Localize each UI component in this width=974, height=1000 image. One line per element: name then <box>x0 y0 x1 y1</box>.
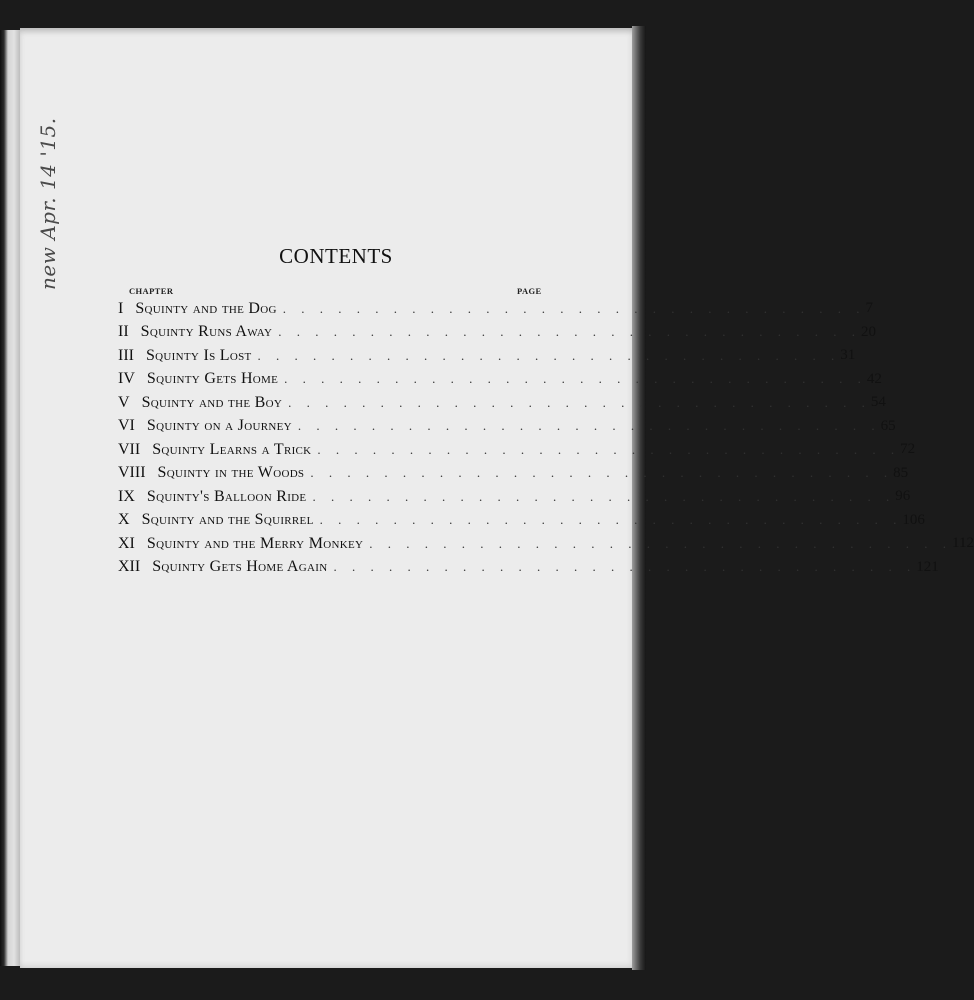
chapter-title: Squinty in the Woods <box>157 464 305 482</box>
chapter-column-header: CHAPTER <box>129 286 174 296</box>
handwritten-note: new Apr. 14 '15. <box>36 117 60 290</box>
chapter-number: IV <box>118 370 135 388</box>
toc-row <box>118 438 916 462</box>
page-number: 42 <box>866 370 882 387</box>
toc-row <box>118 556 939 580</box>
chapter-number: VIII <box>118 464 146 482</box>
dot-leader: . . . . . . . . . . . . . . . . . . . . . . . . . . . . . . . . <box>312 488 896 504</box>
dot-leader: . . . . . . . . . . . . . . . . . . . . . . . . . . . . . . . . <box>317 441 901 457</box>
book-cover-edge <box>0 30 20 966</box>
chapter-title: Squinty and the Squirrel <box>141 511 314 529</box>
chapter-title: Squinty on a Journey <box>146 417 292 435</box>
page-number: 31 <box>840 347 856 364</box>
page-number: 85 <box>893 464 909 481</box>
dot-leader: . . . . . . . . . . . . . . . . . . . . . . . . . . . . . . . . <box>310 465 894 481</box>
dot-leader: . . . . . . . . . . . . . . . . . . . . . . . . . . . . . . . . <box>284 371 867 387</box>
toc-row <box>118 415 896 439</box>
chapter-title: Squinty's Balloon Ride <box>146 487 307 505</box>
dot-leader: . . . . . . . . . . . . . . . . . . . . . . . . . . . . . . . . <box>257 347 841 363</box>
table-of-contents <box>118 297 974 579</box>
chapter-number: VI <box>118 417 135 435</box>
page-number: 96 <box>895 488 911 505</box>
chapter-title: Squinty Gets Home <box>146 370 279 388</box>
chapter-title: Squinty Is Lost <box>145 346 252 364</box>
chapter-title: Squinty Runs Away <box>140 323 273 341</box>
toc-row <box>118 462 909 486</box>
chapter-title: Squinty and the Boy <box>141 393 283 411</box>
chapter-number: VII <box>118 440 141 458</box>
dot-leader: . . . . . . . . . . . . . . . . . . . . . . . . . . . . . . . . <box>288 394 871 410</box>
chapter-title: Squinty and the Dog <box>135 299 277 317</box>
page-number: 20 <box>860 323 876 340</box>
toc-row <box>118 368 882 392</box>
dot-leader: . . . . . . . . . . . . . . . . . . . . . . . . . . . . . . . . <box>369 535 952 551</box>
dot-leader: . . . . . . . . . . . . . . . . . . . . . . . . . . . . . . . . <box>297 418 881 434</box>
toc-row <box>118 297 873 321</box>
page-number: 72 <box>900 441 916 458</box>
chapter-number: X <box>118 511 130 529</box>
toc-row <box>118 532 974 556</box>
chapter-number: II <box>118 323 129 341</box>
page-title: CONTENTS <box>279 244 393 268</box>
chapter-number: XII <box>118 558 141 576</box>
page-number: 54 <box>870 394 886 411</box>
page-number: 121 <box>916 558 939 575</box>
toc-row <box>118 321 876 345</box>
chapter-number: V <box>118 393 130 411</box>
chapter-title: Squinty Learns a Trick <box>152 440 312 458</box>
toc-row <box>118 391 886 415</box>
toc-row <box>118 485 911 509</box>
page-number: 65 <box>880 417 896 434</box>
dot-leader: . . . . . . . . . . . . . . . . . . . . . . . . . . . . . . . . <box>282 300 866 316</box>
page-column-header: PAGE <box>517 286 542 296</box>
chapter-title: Squinty and the Merry Monkey <box>146 534 364 552</box>
page-number: 112 <box>952 535 974 552</box>
chapter-number: IX <box>118 487 135 505</box>
toc-row <box>118 344 856 368</box>
chapter-number: XI <box>118 534 135 552</box>
dot-leader: . . . . . . . . . . . . . . . . . . . . . . . . . . . . . . . . <box>333 559 917 575</box>
toc-row <box>118 509 925 533</box>
dot-leader: . . . . . . . . . . . . . . . . . . . . . . . . . . . . . . . . <box>278 324 861 340</box>
chapter-number: I <box>118 299 124 317</box>
chapter-title: Squinty Gets Home Again <box>152 558 328 576</box>
page-number: 106 <box>902 511 925 528</box>
chapter-number: III <box>118 346 134 364</box>
page-number: 7 <box>865 300 873 317</box>
dot-leader: . . . . . . . . . . . . . . . . . . . . . . . . . . . . . . . . <box>319 512 903 528</box>
